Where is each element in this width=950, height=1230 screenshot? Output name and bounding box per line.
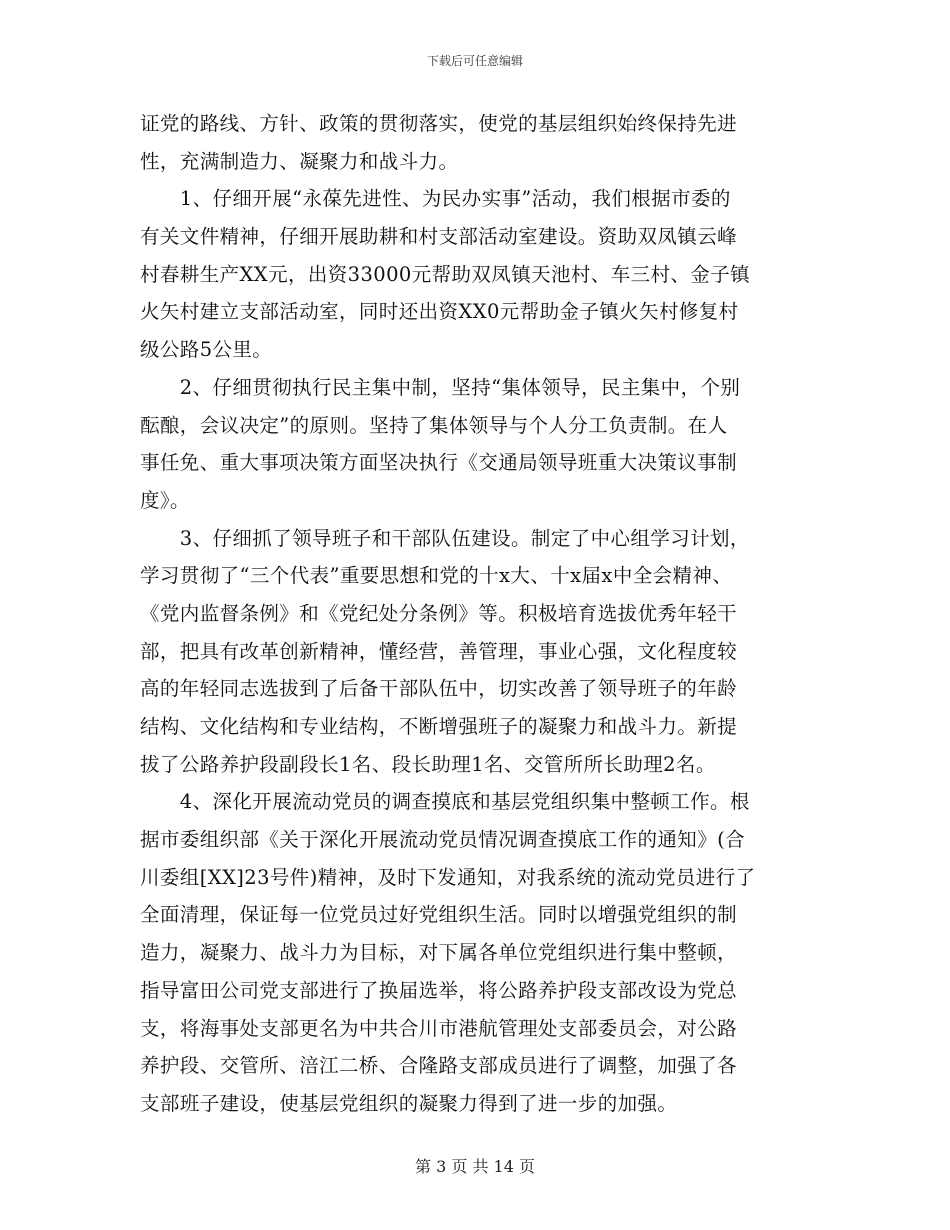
text-line: 指导富田公司党支部进行了换届选举，将公路养护段支部改设为党总 <box>140 978 738 1002</box>
text-line: 高的年轻同志选拔到了后备干部队伍中，切实改善了领导班子的年龄 <box>140 677 738 701</box>
text-line: 级公路5公里。 <box>140 338 273 362</box>
text-line: 川委组[XX]23号件)精神，及时下发通知，对我系统的流动党员进行了 <box>140 865 756 889</box>
text-line: 性，充满制造力、凝聚力和战斗力。 <box>140 149 459 173</box>
text-line: 全面清理，保证每一位党员过好党组织生活。同时以增强党组织的制 <box>140 903 738 927</box>
text-line: 造力，凝聚力、战斗力为目标，对下属各单位党组织进行集中整顿， <box>140 941 738 965</box>
text-line: 4、深化开展流动党员的调查摸底和基层党组织集中整顿工作。根 <box>140 790 750 814</box>
page-number: 第 3 页 共 14 页 <box>415 1157 535 1176</box>
text-line: 部，把具有改革创新精神，懂经营，善管理，事业心强，文化程度较 <box>140 639 738 663</box>
text-line: 3、仔细抓了领导班子和干部队伍建设。制定了中心组学习计划， <box>140 526 750 550</box>
text-line: 1、仔细开展“永葆先进性、为民办实事”活动，我们根据市委的 <box>140 187 731 211</box>
text-line: 火矢村建立支部活动室，同时还出资XX0元帮助金子镇火矢村修复村 <box>140 300 739 324</box>
text-line: 村春耕生产XX元，出资33000元帮助双凤镇天池村、车三村、金子镇 <box>140 262 750 286</box>
text-line: 结构、文化结构和专业结构，不断增强班子的凝聚力和战斗力。新提 <box>140 715 738 738</box>
text-line: 学习贯彻了“三个代表”重要思想和党的十x大、十x届x中全会精神、 <box>140 564 733 588</box>
text-line: 据市委组织部《关于深化开展流动党员情况调查摸底工作的通知》(合 <box>140 828 746 852</box>
text-line: 度》。 <box>140 488 190 512</box>
text-line: 有关文件精神，仔细开展助耕和村支部活动室建设。资助双凤镇云峰 <box>140 225 738 249</box>
text-line: 支，将海事处支部更名为中共合川市港航管理处支部委员会，对公路 <box>140 1016 738 1040</box>
page-header: 下载后可任意编辑 <box>426 54 523 68</box>
text-line: 《党内监督条例》和《党纪处分条例》等。积极培育选拔优秀年轻干 <box>140 601 738 625</box>
text-line: 拔了公路养护段副段长1名、段长助理1名、交管所所长助理2名。 <box>140 752 716 776</box>
document-body <box>140 105 810 1123</box>
text-line: 酝酿，会议决定”的原则。坚持了集体领导与个人分工负责制。在人 <box>140 413 728 437</box>
text-line: 2、仔细贯彻执行民主集中制，坚持“集体领导，民主集中，个别 <box>140 375 741 399</box>
text-line: 养护段、交管所、涪江二桥、合隆路支部成员进行了调整，加强了各 <box>140 1054 738 1078</box>
text-line: 支部班子建设，使基层党组织的凝聚力得到了进一步的加强。 <box>140 1091 678 1115</box>
text-line: 证党的路线、方针、政策的贯彻落实，使党的基层组织始终保持先进 <box>140 112 738 135</box>
text-line: 事任免、重大事项决策方面坚决执行《交通局领导班重大决策议事制 <box>140 451 738 475</box>
